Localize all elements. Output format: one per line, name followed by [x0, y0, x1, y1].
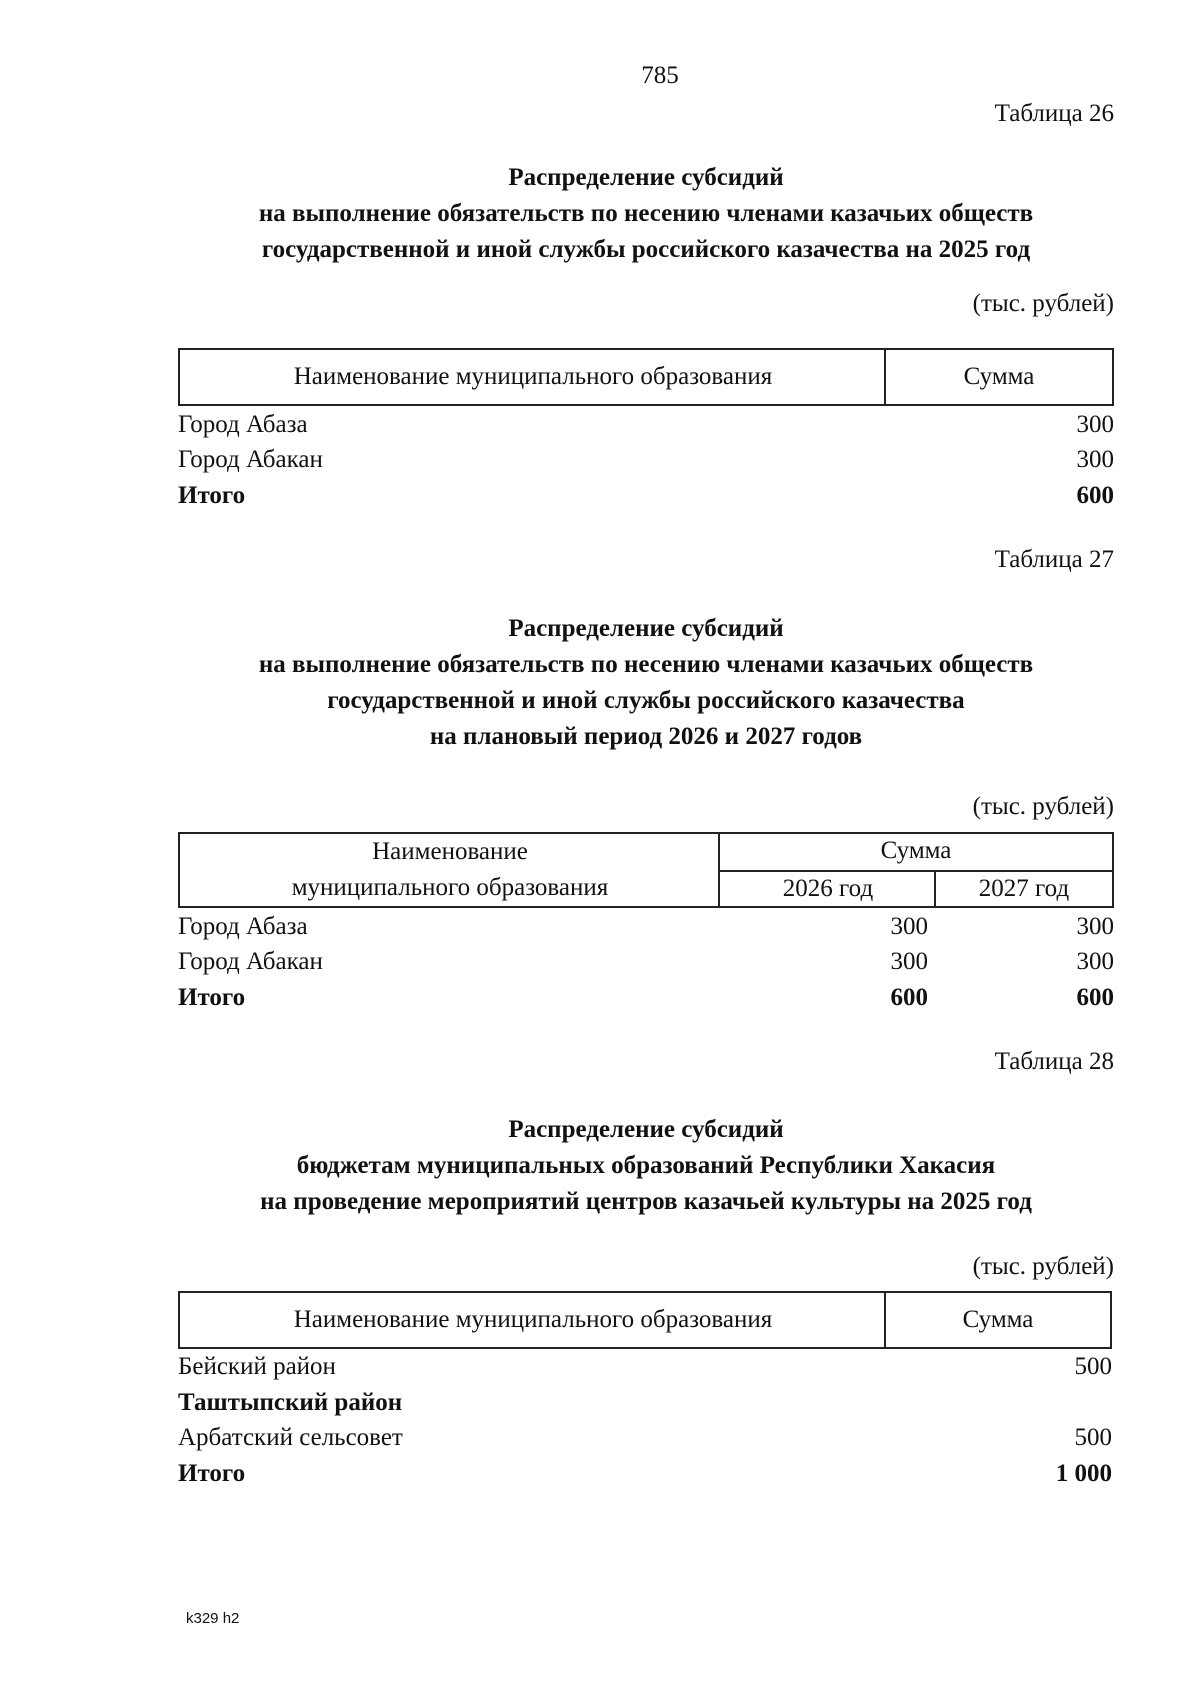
row-name: Город Абакан	[178, 948, 323, 975]
table-27-title-line: на плановый период 2026 и 2027 годов	[429, 723, 863, 750]
table-26-title-line: на выполнение обязательств по несению членами казачьих обществ	[258, 200, 1034, 227]
table-27-label: Таблица 27	[994, 546, 1114, 573]
table-row	[178, 1350, 1112, 1384]
table-28-units: (тыс. рублей)	[972, 1253, 1114, 1280]
table-row	[178, 443, 1114, 477]
table-26-header-sum: Сумма	[963, 363, 1035, 390]
table-total-row	[178, 479, 1114, 513]
row-name: Таштыпский район	[178, 1389, 403, 1416]
table-28-label: Таблица 28	[994, 1048, 1114, 1075]
row-value: 300	[1076, 446, 1114, 473]
row-value: 300	[1076, 411, 1114, 438]
table-27-header-year-2026: 2026 год	[782, 875, 874, 902]
row-name: Арбатский сельсовет	[178, 1424, 403, 1451]
table-row	[178, 1421, 1112, 1455]
footer-code: k329 h2	[186, 1610, 240, 1627]
page-number: 785	[641, 62, 679, 89]
table-28-header-name: Наименование муниципального образования	[293, 1306, 773, 1333]
table-27-header	[178, 832, 1114, 908]
table-28-title-line: бюджетам муниципальных образований Республики Хакасия	[296, 1152, 996, 1179]
table-28-title	[176, 1112, 1116, 1220]
table-28-title-line: на проведение мероприятий центров казачьей культуры на 2025 год	[260, 1188, 1032, 1215]
table-27-title-line: государственной и иной службы российского казачества	[327, 687, 965, 714]
row-name: Бейский район	[178, 1353, 336, 1380]
table-28-header-sum: Сумма	[962, 1306, 1034, 1333]
row-value-2027: 300	[1076, 913, 1114, 940]
table-27-header-name-line2: муниципального образования	[291, 874, 609, 901]
table-26-units: (тыс. рублей)	[972, 290, 1114, 317]
table-26-title-line: Распределение субсидий	[508, 164, 784, 191]
table-total-row	[178, 1457, 1112, 1491]
table-28-title-line: Распределение субсидий	[508, 1116, 784, 1143]
table-26-header-name: Наименование муниципального образования	[293, 363, 773, 390]
table-28-header	[178, 1291, 1112, 1349]
table-27-header-name-line1: Наименование	[372, 838, 528, 865]
total-label: Итого	[178, 482, 246, 509]
table-27-header-year-2027: 2027 год	[978, 875, 1070, 902]
table-row	[178, 945, 1114, 979]
total-label: Итого	[178, 984, 246, 1011]
table-total-row	[178, 981, 1114, 1015]
table-group-row	[178, 1386, 1112, 1420]
total-label: Итого	[178, 1460, 246, 1487]
table-27-title	[176, 611, 1116, 755]
table-26-header	[178, 348, 1114, 406]
total-value-2026: 600	[890, 984, 928, 1011]
total-value: 600	[1076, 482, 1114, 509]
total-value-2027: 600	[1076, 984, 1114, 1011]
row-value: 500	[1074, 1353, 1112, 1380]
table-27-title-line: Распределение субсидий	[508, 615, 784, 642]
total-value: 1 000	[1055, 1460, 1112, 1487]
table-27-units: (тыс. рублей)	[972, 793, 1114, 820]
row-value-2026: 300	[890, 948, 928, 975]
table-27-header-sum: Сумма	[880, 837, 952, 864]
row-value-2027: 300	[1076, 948, 1114, 975]
table-row	[178, 408, 1114, 442]
row-name: Город Абаза	[178, 913, 308, 940]
table-26-label: Таблица 26	[994, 100, 1114, 127]
table-26-title-line: государственной и иной службы российского казачества на 2025 год	[261, 236, 1031, 263]
table-row	[178, 910, 1114, 944]
row-name: Город Абаза	[178, 411, 308, 438]
row-name: Город Абакан	[178, 446, 323, 473]
table-27-title-line: на выполнение обязательств по несению членами казачьих обществ	[258, 651, 1034, 678]
row-value-2026: 300	[890, 913, 928, 940]
row-value: 500	[1074, 1424, 1112, 1451]
table-26-title	[176, 160, 1116, 268]
